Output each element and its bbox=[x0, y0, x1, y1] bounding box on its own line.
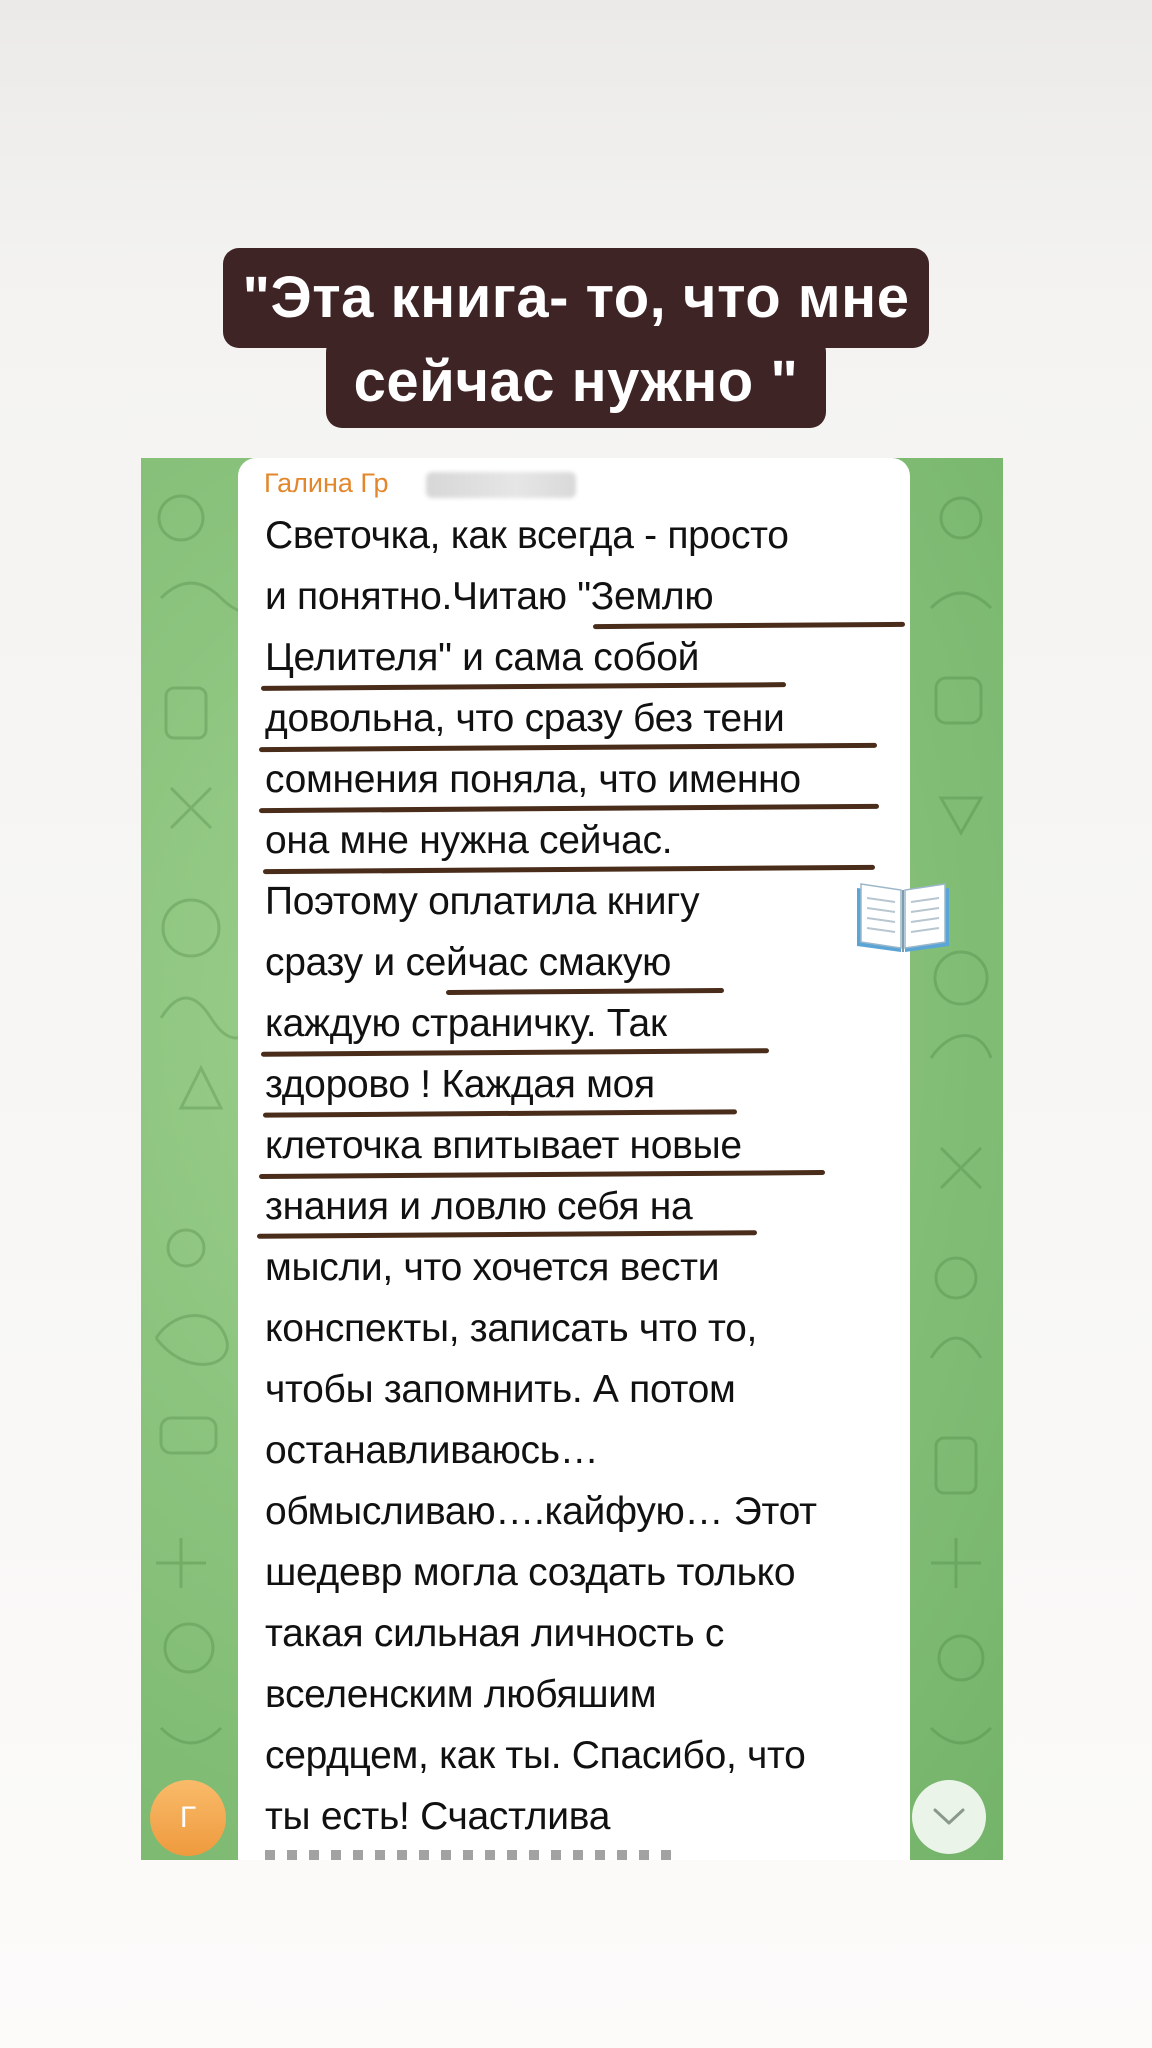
message-line: здорово ! Каждая моя bbox=[265, 1063, 655, 1106]
open-book-icon bbox=[853, 878, 953, 956]
message-line: Поэтому оплатила книгу bbox=[265, 880, 700, 923]
chevron-down-icon bbox=[931, 1806, 967, 1828]
message-line: такая сильная личность с bbox=[265, 1612, 725, 1655]
chat-screenshot bbox=[141, 458, 1003, 1860]
sender-avatar[interactable]: Г bbox=[150, 1780, 226, 1856]
message-line: чтобы запомнить. А потом bbox=[265, 1368, 736, 1411]
truncated-text-line bbox=[265, 1850, 675, 1860]
message-line: и понятно.Читаю "Землю bbox=[265, 575, 714, 618]
caption-banner bbox=[0, 248, 1152, 428]
message-line: останавливаюсь… bbox=[265, 1429, 599, 1472]
redacted-surname bbox=[426, 472, 576, 498]
message-line: обмысливаю….кайфую… Этот bbox=[265, 1490, 817, 1533]
message-line: Светочка, как всегда - просто bbox=[265, 514, 789, 557]
message-line: знания и ловлю себя на bbox=[265, 1185, 693, 1228]
caption-line-1: "Эта книга- то, что мне bbox=[223, 248, 930, 348]
message-line: Целителя" и сама собой bbox=[265, 636, 700, 679]
message-line: каждую страничку. Так bbox=[265, 1002, 667, 1045]
message-line: мысли, что хочется вести bbox=[265, 1246, 720, 1289]
message-line: сразу и сейчас смакую bbox=[265, 941, 672, 984]
message-line: довольна, что сразу без тени bbox=[265, 697, 785, 740]
message-line: ты есть! Счастлива bbox=[265, 1795, 611, 1838]
scroll-down-button[interactable] bbox=[912, 1780, 986, 1854]
message-line: клеточка впитывает новые bbox=[265, 1124, 742, 1167]
message-line: сердцем, как ты. Спасибо, что bbox=[265, 1734, 806, 1777]
message-line: вселенским любяшим bbox=[265, 1673, 657, 1716]
message-line: шедевр могла создать только bbox=[265, 1551, 796, 1594]
caption-line-2: сейчас нужно " bbox=[326, 336, 827, 428]
message-line: сомнения поняла, что именно bbox=[265, 758, 801, 801]
message-line: она мне нужна сейчас. bbox=[265, 819, 673, 862]
message-line: конспекты, записать что то, bbox=[265, 1307, 758, 1350]
sender-name[interactable]: Галина Гр bbox=[264, 468, 389, 498]
